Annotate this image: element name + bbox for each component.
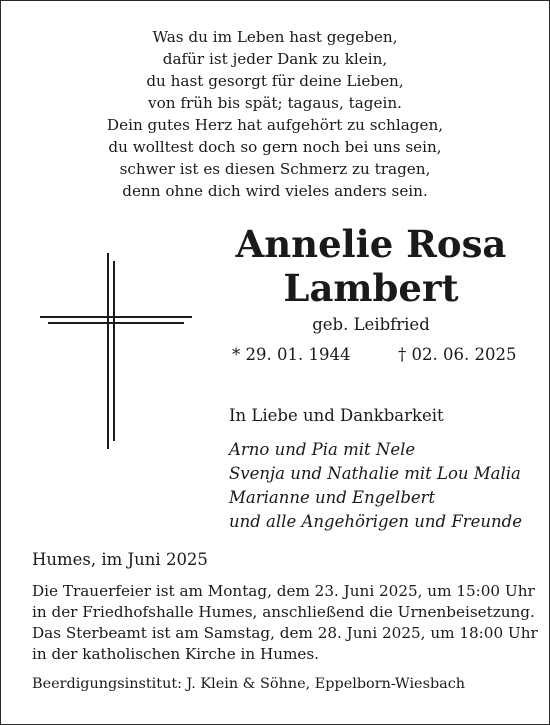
- poem-line: schwer ist es diesen Schmerz zu tragen,: [119, 160, 431, 178]
- service-line: Das Sterbeamt ist am Samstag, dem 28. Juni 2025, um 18:00 Uhr: [32, 624, 538, 642]
- poem-line: dafür ist jeder Dank zu klein,: [162, 50, 388, 68]
- mourner-line: Svenja und Nathalie mit Lou Malia: [229, 464, 521, 483]
- poem-line: du hast gesorgt für deine Lieben,: [146, 72, 404, 90]
- mourner-line: Marianne und Engelbert: [229, 488, 436, 507]
- mourners-list: [229, 438, 522, 534]
- deceased-last-name: Lambert: [283, 266, 459, 310]
- poem-line: von früh bis spät; tagaus, tagein.: [148, 94, 402, 112]
- mourner-line: und alle Angehörigen und Freunde: [229, 512, 522, 531]
- service-line: in der Friedhofshalle Humes, anschließend die Urnenbeisetzung.: [32, 603, 535, 621]
- mourner-line: Arno und Pia mit Nele: [229, 440, 416, 459]
- service-info: [32, 581, 538, 665]
- mourners-intro: In Liebe und Dankbarkeit: [229, 406, 444, 425]
- death-date: † 02. 06. 2025: [398, 345, 517, 364]
- deceased-name: [216, 222, 526, 310]
- poem-line: Was du im Leben hast gegeben,: [152, 28, 398, 46]
- service-line: in der katholischen Kirche in Humes.: [32, 645, 320, 663]
- latin-cross-icon: [38, 253, 194, 449]
- deceased-first-names: Annelie Rosa: [235, 222, 507, 266]
- poem-line: du wolltest doch so gern noch bei uns sein,: [108, 138, 442, 156]
- service-line: Die Trauerfeier ist am Montag, dem 23. Juni 2025, um 15:00 Uhr: [32, 582, 535, 600]
- undertaker-info: Beerdigungsinstitut: J. Klein & Söhne, Eppelborn-Wiesbach: [32, 676, 466, 692]
- poem-line: denn ohne dich wird vieles anders sein.: [122, 182, 428, 200]
- maiden-name: geb. Leibfried: [312, 315, 430, 334]
- birth-date: * 29. 01. 1944: [232, 345, 351, 364]
- poem-line: Dein gutes Herz hat aufgehört zu schlagen,: [106, 116, 444, 134]
- memorial-poem: [0, 26, 550, 202]
- place-date: Humes, im Juni 2025: [32, 550, 208, 569]
